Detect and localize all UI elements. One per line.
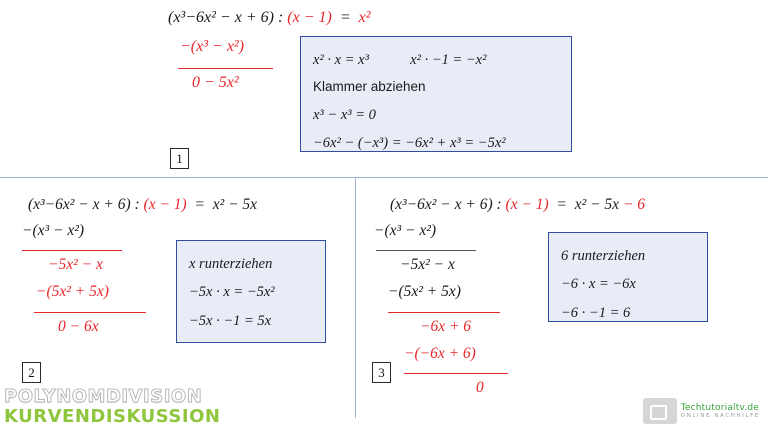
step3-subtraction-line: −(x³ − x²) xyxy=(374,222,437,239)
step1-quotient: x² xyxy=(358,9,371,26)
watermark-line-1: POLYNOMDIVISION xyxy=(4,386,203,407)
step3-line-4: −(−6x + 6) xyxy=(404,345,476,362)
step3-line-2: −(5x² + 5x) xyxy=(388,283,461,300)
step2-equals: = xyxy=(186,196,213,213)
step2-rule-1 xyxy=(22,250,122,251)
step2-box-line-3: −5x · −1 = 5x xyxy=(189,312,272,329)
divider-vertical xyxy=(355,178,356,418)
logo-text xyxy=(681,403,760,419)
step3-rule-1 xyxy=(376,250,476,251)
step3-box-line-3: −6 · −1 = 6 xyxy=(561,304,631,321)
step3-remainder: 0 xyxy=(476,379,484,396)
step3-quotient-black: x² − 5x xyxy=(574,196,623,213)
step2-rule-2 xyxy=(34,312,146,313)
watermark xyxy=(4,388,220,426)
step2-remainder: 0 − 6x xyxy=(58,318,99,335)
step3-rule-2 xyxy=(388,312,500,313)
step2-quotient: x² − 5x xyxy=(212,196,258,213)
step1-divisor: (x − 1) xyxy=(287,9,332,26)
step1-equation xyxy=(168,9,371,27)
watermark-line-2: KURVENDISKUSSION xyxy=(4,406,221,427)
step1-rule-1 xyxy=(178,68,273,69)
step2-box-line-2: −5x · x = −5x² xyxy=(189,284,275,301)
step1-box-line-2: Klammer abziehen xyxy=(313,79,426,95)
step1-subtraction-line: −(x³ − x²) xyxy=(180,38,245,55)
step-number-3: 3 xyxy=(372,362,391,383)
step1-equals: = xyxy=(331,9,359,26)
step1-remainder: 0 − 5x² xyxy=(192,74,239,91)
step3-quotient-red: − 6 xyxy=(622,196,646,213)
step2-equation xyxy=(28,196,257,214)
step1-box-line-1 xyxy=(313,46,559,74)
site-logo xyxy=(643,398,760,424)
step2-box-line-1: x runterziehen xyxy=(189,256,273,272)
step1-box-line-3: x³ − x³ = 0 xyxy=(313,106,376,123)
divider-horizontal xyxy=(0,177,768,178)
step3-explanation-box xyxy=(548,232,708,322)
step1-box-line-4: −6x² − (−x³) = −6x² + x³ = −5x² xyxy=(313,134,506,151)
step3-divisor: (x − 1) xyxy=(505,196,549,213)
step2-subtraction-line: −(x³ − x²) xyxy=(22,222,85,239)
step3-dividend: (x³−6x² − x + 6) : xyxy=(390,196,506,213)
step3-line-1: −5x² − x xyxy=(400,256,455,273)
step3-equals: = xyxy=(548,196,575,213)
step2-line-1: −5x² − x xyxy=(48,256,103,273)
step-number-1: 1 xyxy=(170,148,189,169)
step3-box-line-1: 6 runterziehen xyxy=(561,248,646,264)
logo-tagline: ONLINE NACHHILFE xyxy=(680,413,760,419)
step2-explanation-box xyxy=(176,240,326,343)
step3-equation xyxy=(390,196,645,214)
video-camera-icon xyxy=(643,398,677,424)
step1-box-line-1-right: x² · −1 = −x² xyxy=(410,52,487,68)
step2-divisor: (x − 1) xyxy=(143,196,187,213)
step1-box-line-1-left: x² · x = x³ xyxy=(313,52,369,68)
step2-dividend: (x³−6x² − x + 6) : xyxy=(28,196,144,213)
step3-box-line-2: −6 · x = −6x xyxy=(561,276,636,293)
step1-explanation-box xyxy=(300,36,572,152)
step2-line-2: −(5x² + 5x) xyxy=(36,283,109,300)
step3-line-3: −6x + 6 xyxy=(420,318,472,335)
step-number-2: 2 xyxy=(22,362,41,383)
step3-rule-3 xyxy=(404,373,508,374)
logo-name: Techtutorialtv.de xyxy=(680,403,760,413)
step1-dividend: (x³−6x² − x + 6) : xyxy=(168,9,288,26)
